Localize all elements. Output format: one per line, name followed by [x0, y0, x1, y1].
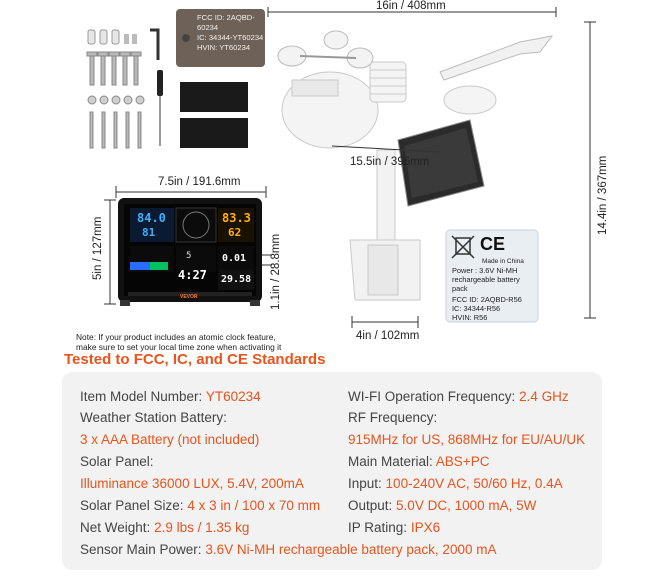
- battery-power: Power : 3.6V Ni-MH rechargeable battery pack: [452, 266, 520, 293]
- spec-solar-panel-label: Solar Panel:: [80, 454, 154, 469]
- spec-value: 4 x 3 in / 100 x 70 mm: [187, 498, 321, 513]
- note-line1: Note: If your product includes an atomic clock feature,: [76, 332, 276, 342]
- screws-hardware-image: [87, 30, 163, 148]
- note-line2: make sure to set your local time zone when activating it: [76, 342, 282, 352]
- spec-ip-rating: [348, 520, 440, 535]
- fcc-tag-line3: HVIN: YT60234: [197, 43, 251, 52]
- display-brand: VEVOR: [180, 294, 198, 300]
- spec-value: IPX6: [410, 520, 441, 535]
- display-time: 4:27: [178, 268, 207, 282]
- atomic-clock-note: [76, 332, 281, 352]
- spec-rf-value: 915MHz for US, 868MHz for EU/AU/UK: [348, 432, 586, 447]
- spec-input: [348, 476, 563, 491]
- spec-label: IP Rating:: [348, 520, 408, 535]
- spec-net-weight: [80, 520, 249, 535]
- spec-wifi: [348, 389, 569, 404]
- spec-label: Net Weight:: [80, 520, 151, 535]
- velcro-pad: [180, 118, 248, 148]
- dim-display-width: 7.5in / 191.6mm: [158, 176, 241, 188]
- spec-solar-size: [80, 498, 320, 513]
- spec-solar-panel-value: Illuminance 36000 LUX, 5.4V, 200mA: [80, 476, 304, 491]
- velcro-pad: [180, 82, 248, 112]
- spec-item-model: [80, 389, 261, 404]
- spec-label: WI-FI Operation Frequency:: [348, 389, 516, 404]
- spec-label: Sensor Main Power:: [80, 542, 202, 557]
- battery-fcc: FCC ID: 2AQBD-R56: [452, 295, 522, 304]
- spec-value: ABS+PC: [435, 454, 490, 469]
- spec-rf-label: RF Frequency:: [348, 410, 438, 425]
- battery-ic: IC: 34344-R56: [452, 304, 501, 313]
- spec-value: 5.0V DC, 1000 mA, 5W: [396, 498, 537, 513]
- battery-hvin: HVIN: R56: [452, 313, 488, 322]
- spec-value: 100-240V AC, 50/60 Hz, 0.4A: [385, 476, 563, 491]
- spec-label: Output:: [348, 498, 393, 513]
- spec-value: 2.9 lbs / 1.35 kg: [154, 520, 250, 535]
- standards-heading: Tested to FCC, IC, and CE Standards: [64, 351, 326, 368]
- display-temp-in: 84.0: [137, 211, 166, 225]
- spec-label: Item Model Number:: [80, 389, 203, 404]
- display-rain: 0.01: [222, 253, 247, 264]
- dim-top-width: 16in / 408mm: [376, 0, 446, 12]
- spec-material: [348, 454, 489, 469]
- battery-made-in: Made in China: [482, 258, 524, 265]
- dim-height: 14.4in / 367mm: [597, 155, 609, 235]
- display-hum-out: 62: [228, 226, 242, 239]
- display-hum-in: 81: [142, 226, 156, 239]
- spec-label: Main Material:: [348, 454, 433, 469]
- spec-value: YT60234: [205, 389, 261, 404]
- spec-value: 2.4 GHz: [519, 389, 569, 404]
- fcc-tag-line2: IC: 34344-YT60234: [197, 33, 264, 42]
- spec-output: [348, 498, 536, 513]
- spec-label: Input:: [348, 476, 382, 491]
- ce-mark: CE: [480, 234, 506, 254]
- dim-base-width: 4in / 102mm: [356, 330, 420, 342]
- display-wind: 5: [186, 251, 192, 261]
- dim-panel-width: 15.5in / 396mm: [350, 156, 430, 168]
- spec-battery-label: Weather Station Battery:: [80, 410, 227, 425]
- display-temp-out: 83.3: [222, 211, 251, 225]
- spec-label: Solar Panel Size:: [80, 498, 184, 513]
- spec-battery-value: 3 x AAA Battery (not included): [80, 432, 260, 447]
- display-pressure: 29.58: [221, 274, 252, 285]
- dim-display-depth: 1.1in / 28.8mm: [270, 233, 282, 310]
- dim-display-height: 5in / 127mm: [92, 216, 104, 280]
- fcc-tag-line1: FCC ID: 2AQBD-60234: [197, 13, 255, 32]
- spec-value: 3.6V Ni-MH rechargeable battery pack, 2000 mA: [205, 542, 497, 557]
- fcc-tag-text: [184, 13, 264, 53]
- spec-sensor-power: [80, 542, 496, 557]
